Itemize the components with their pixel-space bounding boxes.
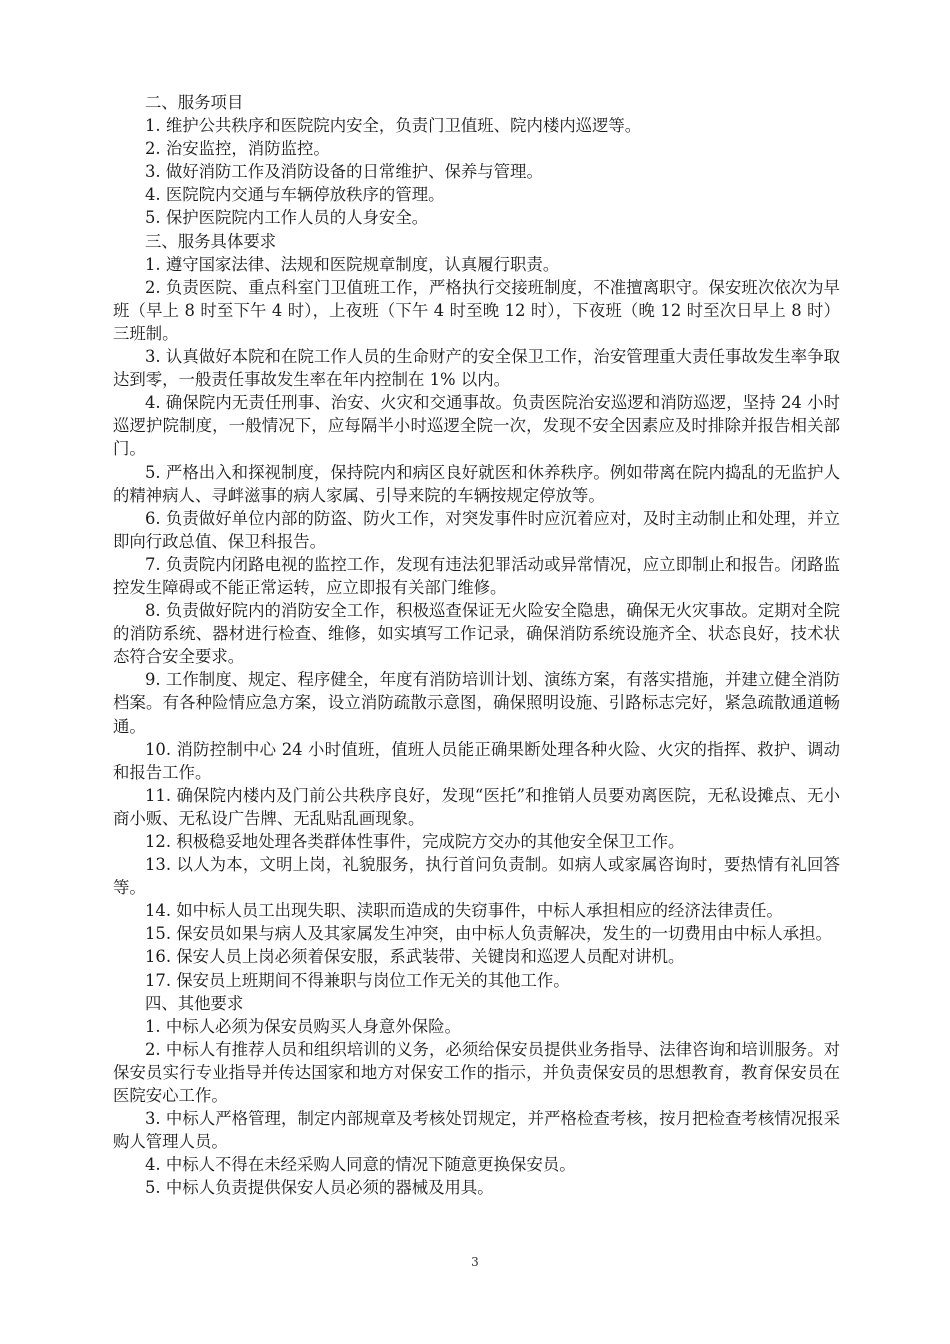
other-requirement-2: 2. 中标人有推荐人员和组织培训的义务，必须给保安员提供业务指导、法律咨询和培训服务。对保安员实行专业指导并传达国家和地方对保安工作的指示，并负责保安员的思想教育，教育保安员在医院安心工作。 (113, 1039, 840, 1106)
section-heading-service-requirements: 三、服务具体要求 (145, 231, 277, 251)
requirement-16: 16. 保安人员上岗必须着保安服，系武装带、关键岗和巡逻人员配对讲机。 (145, 947, 685, 967)
other-requirement-4: 4. 中标人不得在未经采购人同意的情况下随意更换保安员。 (145, 1155, 576, 1175)
service-item-5: 5. 保护医院院内工作人员的人身安全。 (145, 208, 429, 228)
service-item-4: 4. 医院院内交通与车辆停放秩序的管理。 (145, 185, 445, 205)
service-item-3: 3. 做好消防工作及消防设备的日常维护、保养与管理。 (145, 162, 543, 182)
requirement-4: 4. 确保院内无责任刑事、治安、火灾和交通事故。负责医院治安巡逻和消防巡逻，坚持 24 小时巡逻护院制度，一般情况下，应每隔半小时巡逻全院一次，发现不安全因素应及时排除并报告相关部门。 (113, 393, 840, 459)
other-requirement-1: 1. 中标人必须为保安员购买人身意外保险。 (145, 1016, 461, 1036)
requirement-17: 17. 保安员上班期间不得兼职与岗位工作无关的其他工作。 (145, 970, 570, 990)
requirement-8: 8. 负责做好院内的消防安全工作，积极巡查保证无火险安全隐患，确保无火灾事故。定期对全院的消防系统、器材进行检查、维修，如实填写工作记录，确保消防系统设施齐全、状态良好，技术状态符合安全要求。 (113, 601, 840, 667)
service-item-2: 2. 治安监控，消防监控。 (145, 139, 330, 159)
document-body (113, 91, 840, 1200)
requirement-1: 1. 遵守国家法律、法规和医院规章制度，认真履行职责。 (145, 254, 560, 274)
requirement-9: 9. 工作制度、规定、程序健全，年度有消防培训计划、演练方案，有落实措施，并建立健全消防档案。有各种险情应急方案，设立消防疏散示意图，确保照明设施、引路标志完好，紧急疏散通道畅通。 (113, 670, 840, 736)
requirement-10: 10. 消防控制中心 24 小时值班，值班人员能正确果断处理各种火险、火灾的指挥、救护、调动和报告工作。 (113, 739, 840, 782)
page-number: 3 (471, 1255, 479, 1269)
section-heading-other-requirements: 四、其他要求 (145, 993, 244, 1013)
other-requirement-5: 5. 中标人负责提供保安人员必须的器械及用具。 (145, 1178, 494, 1198)
requirement-13: 13. 以人为本，文明上岗，礼貌服务，执行首问负责制。如病人或家属咨询时，要热情有礼回答等。 (113, 855, 840, 898)
requirement-11: 11. 确保院内楼内及门前公共秩序良好，发现“医托”和推销人员要劝离医院，无私设摊点、无小商小贩、无私设广告牌、无乱贴乱画现象。 (113, 785, 840, 828)
section-heading-service-items: 二、服务项目 (145, 93, 244, 112)
service-item-1: 1. 维护公共秩序和医院院内安全，负责门卫值班、院内楼内巡逻等。 (145, 116, 642, 136)
requirement-2: 2. 负责医院、重点科室门卫值班工作，严格执行交接班制度，不准擅离职守。保安班次依次为早班（早上 8 时至下午 4 时），上夜班（下午 4 时至晚 12 时），下夜班（晚 12 时至次日早上 8 时）三班制。 (113, 277, 840, 343)
requirement-12: 12. 积极稳妥地处理各类群体性事件，完成院方交办的其他安全保卫工作。 (145, 832, 685, 851)
requirement-14: 14. 如中标人员工出现失职、渎职而造成的失窃事件，中标人承担相应的经济法律责任。 (145, 901, 783, 921)
other-requirement-3: 3. 中标人严格管理，制定内部规章及考核处罚规定，并严格检查考核，按月把检查考核情况报采购人管理人员。 (113, 1109, 840, 1152)
requirement-7: 7. 负责院内闭路电视的监控工作，发现有违法犯罪活动或异常情况，应立即制止和报告。闭路监控发生障碍或不能正常运转，应立即报有关部门维修。 (113, 554, 840, 597)
requirement-15: 15. 保安员如果与病人及其家属发生冲突，由中标人负责解决，发生的一切费用由中标人承担。 (145, 924, 832, 944)
requirement-5: 5. 严格出入和探视制度，保持院内和病区良好就医和休养秩序。例如带离在院内捣乱的无监护人的精神病人、寻衅滋事的病人家属、引导来院的车辆按规定停放等。 (113, 462, 840, 505)
requirement-3: 3. 认真做好本院和在院工作人员的生命财产的安全保卫工作，治安管理重大责任事故发生率争取达到零，一般责任事故发生率在年内控制在 1% 以内。 (113, 347, 840, 390)
requirement-6: 6. 负责做好单位内部的防盗、防火工作，对突发事件时应沉着应对，及时主动制止和处理，并立即向行政总值、保卫科报告。 (113, 508, 840, 551)
